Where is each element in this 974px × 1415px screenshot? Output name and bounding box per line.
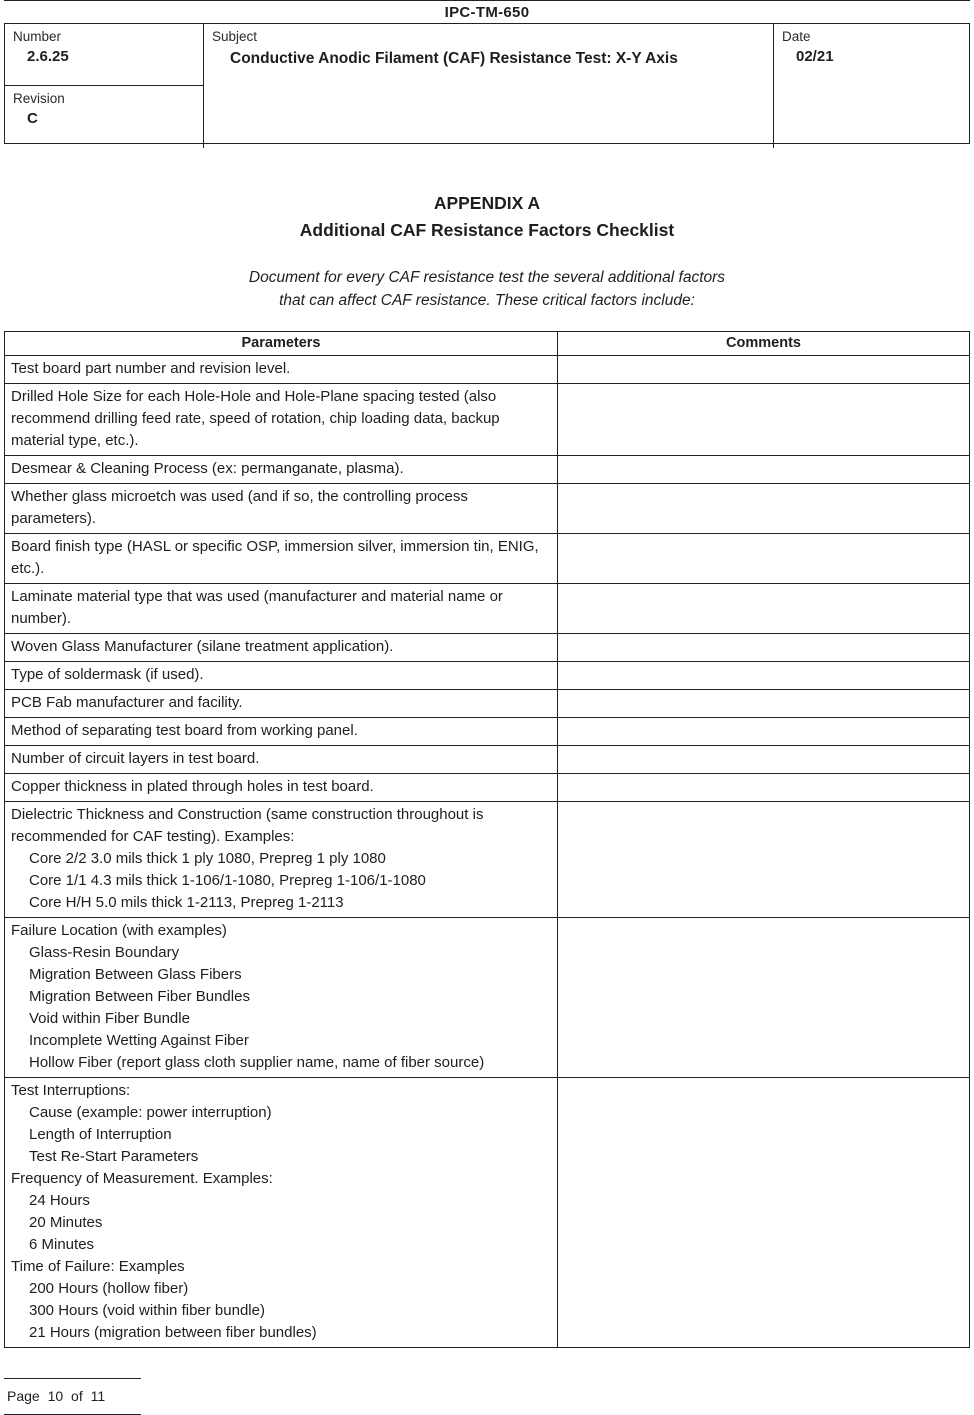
parameters-cell xyxy=(5,1078,558,1348)
table-row xyxy=(5,718,970,746)
table-row xyxy=(5,634,970,662)
comments-cell xyxy=(558,918,970,1078)
row-line: 300 Hours (void within fiber bundle) xyxy=(29,1302,265,1319)
comments-cell xyxy=(558,356,970,384)
comments-cell xyxy=(558,746,970,774)
parameters-cell xyxy=(5,718,558,746)
parameters-cell xyxy=(5,634,558,662)
header-number-section xyxy=(5,24,203,86)
comments-cell xyxy=(558,384,970,456)
comments-cell xyxy=(558,802,970,918)
parameters-cell xyxy=(5,384,558,456)
table-row xyxy=(5,774,970,802)
comments-cell xyxy=(558,584,970,634)
row-line: Board finish type (HASL or specific OSP, immersion silver, immersion tin, ENIG, etc.). xyxy=(11,538,539,577)
table-row xyxy=(5,1078,970,1348)
row-line: Type of soldermask (if used). xyxy=(11,666,204,683)
subject-value: Conductive Anodic Filament (CAF) Resistance Test: X-Y Axis xyxy=(230,50,678,67)
table-row xyxy=(5,456,970,484)
table-row xyxy=(5,746,970,774)
comments-cell xyxy=(558,1078,970,1348)
parameters-cell xyxy=(5,534,558,584)
row-line: Test Interruptions: xyxy=(11,1082,131,1099)
table-row xyxy=(5,584,970,634)
row-line: Migration Between Glass Fibers xyxy=(29,966,242,983)
row-line: Whether glass microetch was used (and if so, the controlling process parameters). xyxy=(11,488,468,527)
parameters-cell xyxy=(5,690,558,718)
number-label: Number xyxy=(13,29,62,44)
row-line: Desmear & Cleaning Process (ex: permanganate, plasma). xyxy=(11,460,404,477)
row-line: Test board part number and revision level. xyxy=(11,360,291,377)
row-line: Failure Location (with examples) xyxy=(11,922,227,939)
document-header-box xyxy=(4,23,970,144)
row-line: Core 2/2 3.0 mils thick 1 ply 1080, Prepreg 1 ply 1080 xyxy=(29,850,386,867)
comments-cell xyxy=(558,774,970,802)
row-line: 200 Hours (hollow fiber) xyxy=(29,1280,189,1297)
parameters-cell xyxy=(5,802,558,918)
comments-cell xyxy=(558,634,970,662)
parameters-cell xyxy=(5,662,558,690)
date-value: 02/21 xyxy=(796,48,834,65)
comments-column-header: Comments xyxy=(558,332,970,356)
header-number-revision-cell xyxy=(5,24,204,148)
row-line: Frequency of Measurement. Examples: xyxy=(11,1170,273,1187)
row-line: Hollow Fiber (report glass cloth supplier name, name of fiber source) xyxy=(29,1054,485,1071)
row-line: Core 1/1 4.3 mils thick 1-106/1-1080, Prepreg 1-106/1-1080 xyxy=(29,872,426,889)
comments-cell xyxy=(558,456,970,484)
row-line: Length of Interruption xyxy=(29,1126,172,1143)
row-line: Dielectric Thickness and Construction (same construction throughout is recommended for CAF testing). Examples: xyxy=(11,806,484,845)
row-line: Copper thickness in plated through holes in test board. xyxy=(11,778,374,795)
table-row xyxy=(5,356,970,384)
table-row xyxy=(5,534,970,584)
row-line: Time of Failure: Examples xyxy=(11,1258,185,1275)
comments-cell xyxy=(558,484,970,534)
header-subject-cell xyxy=(204,24,774,148)
date-label: Date xyxy=(782,29,811,44)
row-line: Void within Fiber Bundle xyxy=(29,1010,190,1027)
parameters-cell xyxy=(5,584,558,634)
table-row xyxy=(5,384,970,456)
parameters-cell xyxy=(5,456,558,484)
row-line: Core H/H 5.0 mils thick 1-2113, Prepreg 1-2113 xyxy=(29,894,344,911)
document-title: IPC-TM-650 xyxy=(4,0,970,23)
revision-value: C xyxy=(27,110,38,127)
table-row xyxy=(5,484,970,534)
number-value: 2.6.25 xyxy=(27,48,69,65)
subject-label: Subject xyxy=(212,29,258,44)
parameters-cell xyxy=(5,484,558,534)
table-row xyxy=(5,802,970,918)
row-line: Woven Glass Manufacturer (silane treatment application). xyxy=(11,638,394,655)
appendix-subtitle: Additional CAF Resistance Factors Checklist xyxy=(299,220,675,240)
page-footer xyxy=(4,1378,970,1415)
row-line: 6 Minutes xyxy=(29,1236,95,1253)
parameters-cell xyxy=(5,356,558,384)
row-line: Drilled Hole Size for each Hole-Hole and Hole-Plane spacing tested (also recommend drilling feed rate, speed of rotation, chip loading data, backup material type, etc.). xyxy=(11,388,500,449)
parameters-column-header: Parameters xyxy=(5,332,558,356)
row-line: Cause (example: power interruption) xyxy=(29,1104,272,1121)
row-line: Test Re-Start Parameters xyxy=(29,1148,199,1165)
comments-cell xyxy=(558,690,970,718)
table-row xyxy=(5,918,970,1078)
page-number: Page 10 of 11 xyxy=(7,1388,106,1404)
row-line: 24 Hours xyxy=(29,1192,90,1209)
row-line: PCB Fab manufacturer and facility. xyxy=(11,694,243,711)
appendix-title: APPENDIX A xyxy=(433,193,541,213)
checklist-table-body xyxy=(5,356,970,1348)
intro-line-1: Document for every CAF resistance test the several additional factors xyxy=(248,269,726,286)
row-line: Method of separating test board from working panel. xyxy=(11,722,358,739)
row-line: Laminate material type that was used (manufacturer and material name or number). xyxy=(11,588,503,627)
row-line: Glass-Resin Boundary xyxy=(29,944,180,961)
comments-cell xyxy=(558,662,970,690)
row-line: Number of circuit layers in test board. xyxy=(11,750,260,767)
table-row xyxy=(5,690,970,718)
checklist-table xyxy=(4,331,970,1348)
comments-cell xyxy=(558,718,970,746)
table-header-row xyxy=(5,332,970,356)
parameters-cell xyxy=(5,774,558,802)
table-row xyxy=(5,662,970,690)
row-line: Incomplete Wetting Against Fiber xyxy=(29,1032,249,1049)
row-line: Migration Between Fiber Bundles xyxy=(29,988,250,1005)
parameters-cell xyxy=(5,918,558,1078)
row-line: 20 Minutes xyxy=(29,1214,103,1231)
header-date-cell xyxy=(774,24,971,148)
appendix-heading xyxy=(4,190,970,244)
header-revision-section xyxy=(5,86,203,148)
revision-label: Revision xyxy=(13,91,65,106)
intro-paragraph xyxy=(4,266,970,312)
parameters-cell xyxy=(5,746,558,774)
row-line: 21 Hours (migration between fiber bundles) xyxy=(29,1324,317,1341)
checklist-table-head xyxy=(5,332,970,356)
intro-line-2: that can affect CAF resistance. These critical factors include: xyxy=(279,292,695,309)
comments-cell xyxy=(558,534,970,584)
